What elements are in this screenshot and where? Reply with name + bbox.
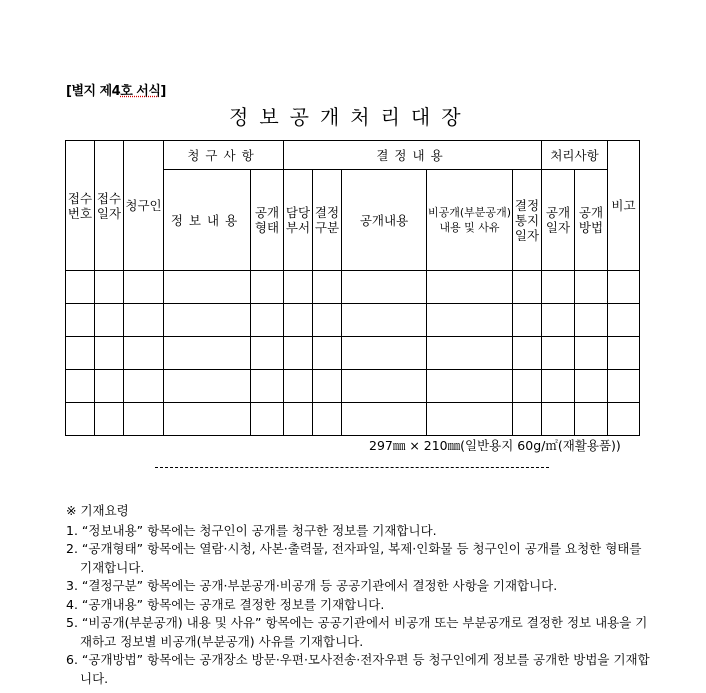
header-disclosure-form: 공개형태: [251, 170, 284, 271]
table-cell[interactable]: [251, 370, 284, 403]
table-cell[interactable]: [124, 403, 164, 436]
table-cell[interactable]: [608, 403, 640, 436]
header-notice-date: 결정통지일자: [513, 170, 542, 271]
table-cell[interactable]: [513, 304, 542, 337]
paper-size-note: 297㎜ × 210㎜(일반용지 60g/㎡(재활용품)): [369, 438, 621, 453]
instruction-item: 1. “정보내용” 항목에는 청구인이 공개를 청구한 정보를 기재합니다.: [66, 522, 437, 538]
table-cell[interactable]: [542, 271, 575, 304]
table-cell[interactable]: [608, 304, 640, 337]
table-cell[interactable]: [66, 304, 95, 337]
form-label-suffix: ]: [160, 84, 166, 99]
instruction-item: 2. “공개형태” 항목에는 열람·시청, 사본·출력물, 전자파일, 복제·인화물 등 청구인이 공개를 요청한 형태를 기재합니다.: [66, 541, 642, 575]
header-dept: 담당부서: [284, 170, 313, 271]
table-cell[interactable]: [575, 337, 608, 370]
table-cell[interactable]: [575, 370, 608, 403]
header-info-content: 정보내용: [164, 170, 251, 271]
table-cell[interactable]: [542, 337, 575, 370]
instructions-section: [66, 502, 656, 688]
instruction-item: 5. “비공개(부분공개) 내용 및 사유” 항목에는 공공기관에서 비공개 또는 부분공개로 결정한 정보 내용을 기재하고 정보별 비공개(부분공개) 사유를 기재합니다.: [66, 615, 648, 649]
table-cell[interactable]: [513, 403, 542, 436]
table-cell[interactable]: [251, 304, 284, 337]
table-cell[interactable]: [284, 337, 313, 370]
table-cell[interactable]: [513, 370, 542, 403]
table-cell[interactable]: [124, 304, 164, 337]
table-cell[interactable]: [66, 403, 95, 436]
table-cell[interactable]: [284, 304, 313, 337]
table-cell[interactable]: [513, 337, 542, 370]
header-receipt-date: 접수일자: [95, 141, 124, 271]
table-cell[interactable]: [342, 337, 427, 370]
table-cell[interactable]: [513, 271, 542, 304]
header-group-processing: 처리사항: [542, 141, 608, 170]
form-number-label: [66, 80, 166, 99]
header-receipt-no: 접수번호: [66, 141, 95, 271]
table-cell[interactable]: [164, 337, 251, 370]
header-row-groups: [66, 141, 640, 170]
header-nondisclosure: 비공개(부분공개) 내용 및 사유: [427, 170, 513, 271]
table-cell[interactable]: [342, 370, 427, 403]
table-cell[interactable]: [313, 271, 342, 304]
table-cell[interactable]: [575, 271, 608, 304]
header-remarks: 비고: [608, 141, 640, 271]
table-cell[interactable]: [164, 271, 251, 304]
table-cell[interactable]: [95, 370, 124, 403]
table-cell[interactable]: [284, 271, 313, 304]
table-cell[interactable]: [284, 403, 313, 436]
table-cell[interactable]: [164, 304, 251, 337]
table-cell[interactable]: [608, 271, 640, 304]
table-row: [66, 370, 640, 403]
table-cell[interactable]: [608, 370, 640, 403]
table-cell[interactable]: [124, 370, 164, 403]
instructions-heading: ※ 기재요령: [66, 503, 129, 518]
table-cell[interactable]: [313, 337, 342, 370]
form-label-underlined: 호 서식: [120, 84, 161, 99]
instruction-item: 3. “결정구분” 항목에는 공개·부분공개·비공개 등 공공기관에서 결정한 사항을 기재합니다.: [66, 578, 558, 593]
table-cell[interactable]: [251, 337, 284, 370]
header-disclosed-content: 공개내용: [342, 170, 427, 271]
table-cell[interactable]: [342, 271, 427, 304]
table-cell[interactable]: [95, 337, 124, 370]
header-disclosure-date: 공개일자: [542, 170, 575, 271]
table-cell[interactable]: [95, 403, 124, 436]
header-group-request: 청구사항: [164, 141, 284, 170]
table-cell[interactable]: [427, 304, 513, 337]
table-cell[interactable]: [427, 337, 513, 370]
table-cell[interactable]: [575, 304, 608, 337]
table-cell[interactable]: [66, 370, 95, 403]
table-cell[interactable]: [313, 370, 342, 403]
table-cell[interactable]: [427, 370, 513, 403]
table-cell[interactable]: [95, 304, 124, 337]
table-cell[interactable]: [542, 403, 575, 436]
table-cell[interactable]: [251, 403, 284, 436]
table-cell[interactable]: [124, 271, 164, 304]
table-cell[interactable]: [164, 403, 251, 436]
table-cell[interactable]: [575, 403, 608, 436]
header-disclosure-method: 공개방법: [575, 170, 608, 271]
table-cell[interactable]: [427, 271, 513, 304]
table-cell[interactable]: [124, 337, 164, 370]
table-row: [66, 337, 640, 370]
header-decision-type: 결정구분: [313, 170, 342, 271]
table-row: [66, 271, 640, 304]
table-cell[interactable]: [313, 403, 342, 436]
table-cell[interactable]: [284, 370, 313, 403]
form-label-prefix: [별지 제4: [66, 84, 121, 99]
table-body: [66, 271, 640, 436]
table-cell[interactable]: [95, 271, 124, 304]
table-cell[interactable]: [342, 403, 427, 436]
table-cell[interactable]: [164, 370, 251, 403]
instruction-item: 6. “공개방법” 항목에는 공개장소 방문·우편·모사전송·전자우편 등 청구인에게 정보를 공개한 방법을 기재합니다.: [66, 652, 650, 686]
table-row: [66, 304, 640, 337]
table-cell[interactable]: [251, 271, 284, 304]
table-row: [66, 403, 640, 436]
cut-line-divider: [155, 467, 549, 468]
header-requester: 청구인: [124, 141, 164, 271]
table-cell[interactable]: [342, 304, 427, 337]
table-cell[interactable]: [313, 304, 342, 337]
table-cell[interactable]: [608, 337, 640, 370]
table-cell[interactable]: [542, 304, 575, 337]
instruction-item: 4. “공개내용” 항목에는 공개로 결정한 정보를 기재합니다.: [66, 596, 385, 612]
ledger-table: [65, 140, 640, 436]
table-cell[interactable]: [427, 403, 513, 436]
table-cell[interactable]: [66, 337, 95, 370]
table-cell[interactable]: [542, 370, 575, 403]
page-title: 정보공개처리대장: [229, 105, 472, 129]
table-cell[interactable]: [66, 271, 95, 304]
header-group-decision: 결정내용: [284, 141, 542, 170]
